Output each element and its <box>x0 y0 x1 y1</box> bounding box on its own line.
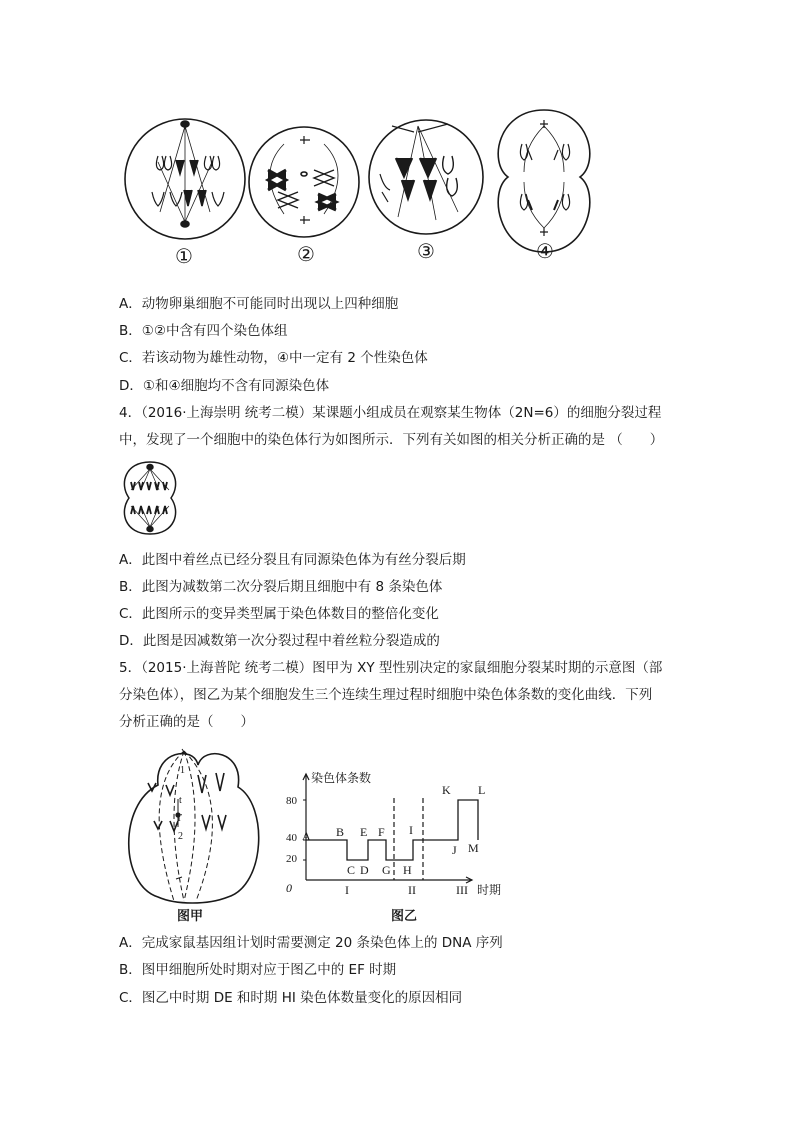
figure-yi-phase-I: I <box>345 883 349 897</box>
figure-yi-point-label-M: M <box>468 841 479 855</box>
q3-option-c: C．若该动物为雄性动物，④中一定有 2 个性染色体 <box>119 350 428 366</box>
cell-3-drawing <box>369 120 483 234</box>
figure-yi-point-label-L: L <box>478 783 486 797</box>
figure-jia-label-t: t <box>179 795 182 806</box>
figure-yi-point-label-I: I <box>409 823 413 837</box>
q5-stem-line3: 分析正确的是（ ） <box>119 714 254 730</box>
figure-yi-point-label-B: B <box>336 825 345 839</box>
figure-jia-label-1: 1 <box>180 765 185 776</box>
figure-yi-point-label-A: A <box>302 829 311 843</box>
figure-yi-xlabel: 时期 <box>477 883 502 897</box>
figure-yi-point-label-C: C <box>347 863 356 877</box>
q4-option-c: C．此图所示的变异类型属于染色体数目的整倍化变化 <box>119 606 439 622</box>
figure-yi-tick-20: 20 <box>286 853 297 865</box>
cell-label-1: ① <box>175 244 193 268</box>
cell-1-drawing <box>125 119 245 239</box>
q5-stem-line2: 分染色体），图乙为某个细胞发生三个连续生理过程时细胞中染色体条数的变化曲线．下列 <box>119 687 653 703</box>
figure-jia-label-2: 2 <box>178 831 183 842</box>
q4-option-b: B．此图为减数第二次分裂后期且细胞中有 8 条染色体 <box>119 579 443 595</box>
q4-option-a: A．此图中着丝点已经分裂且有同源染色体为有丝分裂后期 <box>119 552 466 568</box>
figure-yi-origin: 0 <box>286 881 292 895</box>
figure-yi-phase-II: II <box>408 883 416 897</box>
figure-yi-point-label-G: G <box>382 863 391 877</box>
figure-yi-point-label-F: F <box>378 825 385 839</box>
q5-stem-line1: 5．（2015·上海普陀 统考二模）图甲为 XY 型性别决定的家鼠细胞分裂某时期的示意图（部 <box>119 660 663 676</box>
figure-yi-point-label-E: E <box>360 825 368 839</box>
figure-yi-ylabel: 染色体条数 <box>311 771 372 785</box>
q4-stem-line1: 4．（2016·上海崇明 统考二模）某课题小组成员在观察某生物体（2N=6）的细胞分裂过程 <box>119 405 662 421</box>
q3-option-d: D．①和④细胞均不含有同源染色体 <box>119 378 330 394</box>
figure-yi-point-label-D: D <box>360 863 369 877</box>
cell-2-drawing <box>249 127 359 237</box>
q4-stem-line2: 中，发现了一个细胞中的染色体行为如图所示．下列有关如图的相关分析正确的是 （ ） <box>119 432 664 448</box>
q4-option-d: D．此图是因减数第一次分裂过程中着丝粒分裂造成的 <box>119 633 440 649</box>
figure-yi-point-label-H: H <box>403 863 412 877</box>
q4-cell-figure <box>117 460 183 536</box>
q5-option-c: C．图乙中时期 DE 和时期 HI 染色体数量变化的原因相同 <box>119 990 463 1006</box>
figure-jia-label-T: T <box>176 813 183 824</box>
figure-jia-membrane <box>129 754 259 903</box>
q3-option-b: B．①②中含有四个染色体组 <box>119 323 288 339</box>
cell-4-drawing <box>498 110 590 252</box>
q3-option-a: A．动物卵巢细胞不可能同时出现以上四种细胞 <box>119 296 399 312</box>
figure-yi-tick-40: 40 <box>286 832 297 844</box>
figure-jia-caption: 图甲 <box>177 909 204 924</box>
cell-label-2: ② <box>297 242 315 266</box>
q5-option-b: B．图甲细胞所处时期对应于图乙中的 EF 时期 <box>119 962 397 978</box>
q5-option-a: A．完成家鼠基因组计划时需要测定 20 条染色体上的 DNA 序列 <box>119 935 503 951</box>
figure-jia <box>118 745 268 920</box>
figure-yi-chart <box>282 770 512 898</box>
cell-label-3: ③ <box>417 239 435 263</box>
figure-yi-point-label-K: K <box>442 783 451 797</box>
figure-yi-caption: 图乙 <box>391 909 418 924</box>
cell-label-4: ④ <box>536 239 554 263</box>
figure-yi-phase-III: III <box>456 883 468 897</box>
figure-yi-point-label-J: J <box>452 843 457 857</box>
figure-yi-tick-80: 80 <box>286 795 297 807</box>
